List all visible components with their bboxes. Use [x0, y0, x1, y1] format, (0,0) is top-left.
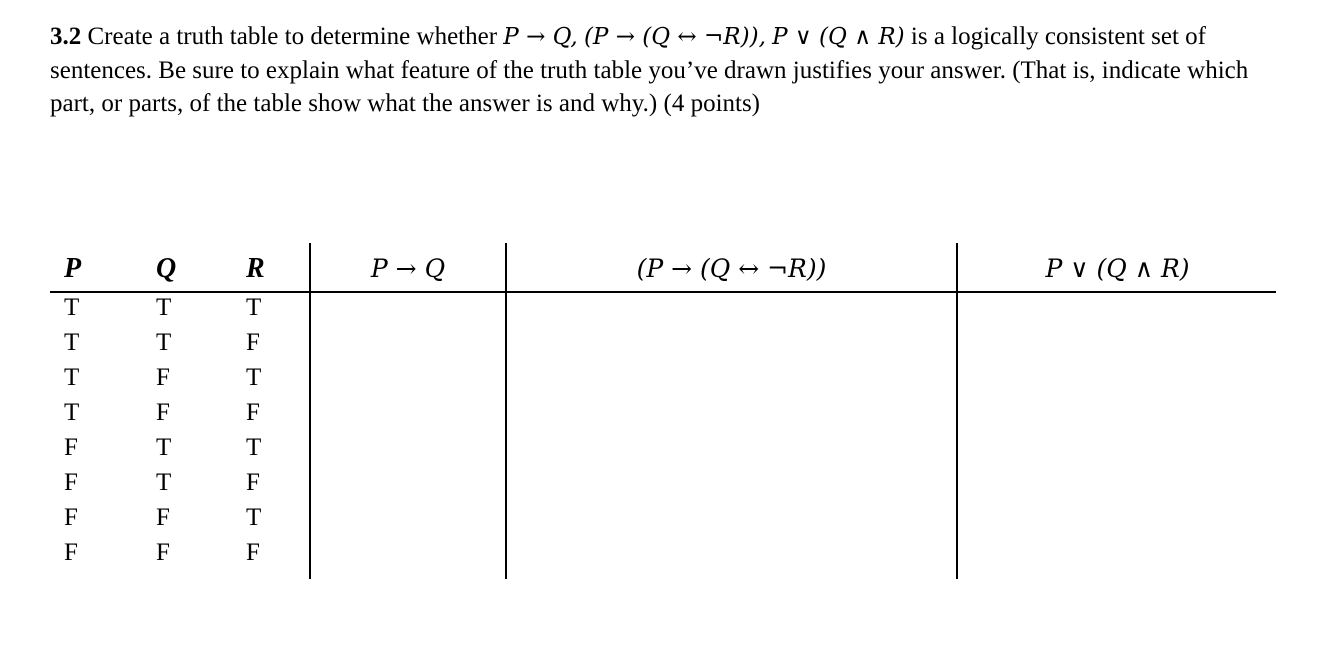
table-cell: F — [64, 469, 78, 496]
column-divider — [309, 243, 311, 579]
header-formula-1: P → Q — [370, 254, 446, 283]
table-cell: F — [156, 399, 170, 426]
header-divider — [50, 291, 1276, 293]
header-var-r: R — [246, 253, 265, 284]
table-cell: T — [156, 329, 172, 356]
table-cell: T — [156, 434, 172, 461]
table-cell: F — [246, 469, 260, 496]
truth-table — [50, 243, 1276, 579]
table-cell: F — [246, 539, 260, 566]
question-intro: Create a truth table to determine whether — [87, 23, 498, 50]
table-cell: T — [64, 329, 80, 356]
table-cell: T — [64, 364, 80, 391]
column-divider — [505, 243, 507, 579]
question-number: 3.2 — [50, 23, 82, 50]
table-cell: T — [246, 434, 262, 461]
column-divider — [956, 243, 958, 579]
header-formula-3: P ∨ (Q ∧ R) — [1045, 254, 1190, 283]
table-cell: F — [156, 539, 170, 566]
table-cell: T — [246, 364, 262, 391]
question-text — [50, 20, 1280, 120]
sentence-2: (P → (Q ↔ ¬R)), — [583, 24, 766, 50]
table-cell: T — [64, 294, 80, 321]
table-cell: F — [246, 329, 260, 356]
table-cell: T — [156, 469, 172, 496]
sentence-1: P → Q, — [503, 24, 578, 50]
table-cell: F — [246, 399, 260, 426]
question-body: is a logically consistent set of sentences. Be sure to explain what feature of the truth table you’ve drawn justifies your answer. (That is, indicate which part, or parts, of the table show what the answer is and why.) (4 points) — [50, 23, 1249, 117]
table-cell: T — [64, 399, 80, 426]
header-var-q: Q — [156, 253, 177, 284]
header-formula-2: (P → (Q ↔ ¬R)) — [636, 254, 827, 283]
table-cell: F — [64, 434, 78, 461]
sentence-3: P ∨ (Q ∧ R) — [772, 24, 905, 50]
table-cell: F — [64, 504, 78, 531]
table-cell: T — [246, 294, 262, 321]
header-var-p: P — [64, 253, 82, 284]
table-cell: F — [64, 539, 78, 566]
table-cell: T — [246, 504, 262, 531]
table-cell: T — [156, 294, 172, 321]
table-cell: F — [156, 504, 170, 531]
table-cell: F — [156, 364, 170, 391]
